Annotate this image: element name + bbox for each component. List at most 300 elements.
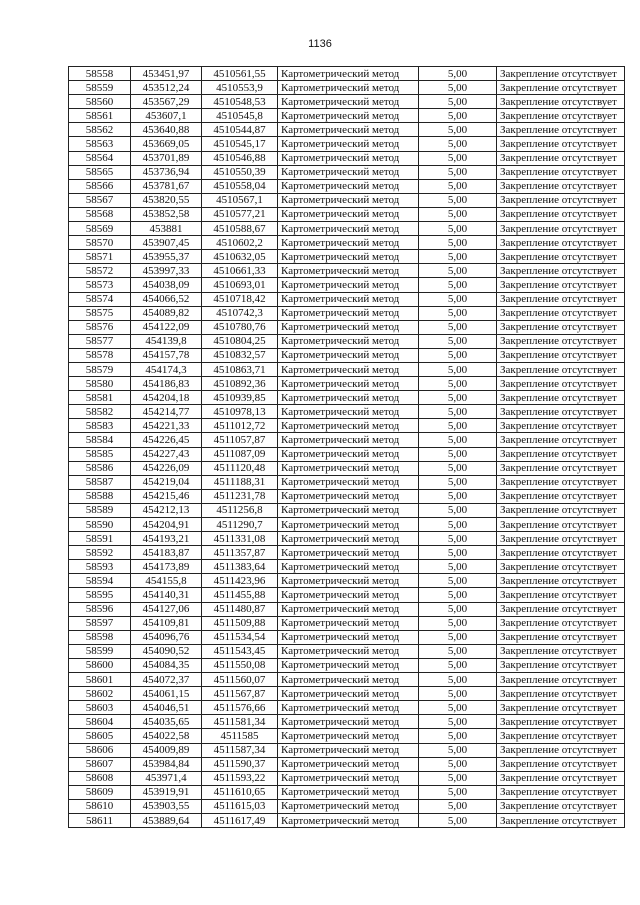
x-coordinate-cell: 453567,29: [131, 95, 202, 109]
method-cell: Картометрический метод: [278, 362, 419, 376]
page-number: 1136: [308, 38, 332, 50]
point-number-cell: 58610: [69, 799, 131, 813]
fixing-cell: Закрепление отсутствует: [497, 377, 625, 391]
y-coordinate-cell: 4510546,88: [202, 151, 278, 165]
y-coordinate-cell: 4510545,8: [202, 109, 278, 123]
table-row: [69, 813, 625, 827]
x-coordinate-cell: 454173,89: [131, 560, 202, 574]
method-cell: Картометрический метод: [278, 771, 419, 785]
accuracy-cell: 5,00: [419, 81, 497, 95]
table-row: [69, 81, 625, 95]
y-coordinate-cell: 4511610,65: [202, 785, 278, 799]
method-cell: Картометрический метод: [278, 292, 419, 306]
point-number-cell: 58602: [69, 687, 131, 701]
point-number-cell: 58611: [69, 813, 131, 827]
y-coordinate-cell: 4510567,1: [202, 193, 278, 207]
y-coordinate-cell: 4511585: [202, 729, 278, 743]
table-row: [69, 405, 625, 419]
point-number-cell: 58581: [69, 391, 131, 405]
point-number-cell: 58606: [69, 743, 131, 757]
accuracy-cell: 5,00: [419, 673, 497, 687]
x-coordinate-cell: 454038,09: [131, 278, 202, 292]
x-coordinate-cell: 453640,88: [131, 123, 202, 137]
x-coordinate-cell: 454090,52: [131, 644, 202, 658]
method-cell: Картометрический метод: [278, 334, 419, 348]
point-number-cell: 58575: [69, 306, 131, 320]
fixing-cell: Закрепление отсутствует: [497, 503, 625, 517]
y-coordinate-cell: 4511509,88: [202, 616, 278, 630]
y-coordinate-cell: 4510550,39: [202, 165, 278, 179]
table-row: [69, 503, 625, 517]
table-row: [69, 109, 625, 123]
table-row: [69, 264, 625, 278]
y-coordinate-cell: 4510780,76: [202, 320, 278, 334]
x-coordinate-cell: 453907,45: [131, 236, 202, 250]
accuracy-cell: 5,00: [419, 320, 497, 334]
accuracy-cell: 5,00: [419, 616, 497, 630]
accuracy-cell: 5,00: [419, 475, 497, 489]
fixing-cell: Закрепление отсутствует: [497, 137, 625, 151]
table-row: [69, 546, 625, 560]
x-coordinate-cell: 454089,82: [131, 306, 202, 320]
fixing-cell: Закрепление отсутствует: [497, 250, 625, 264]
fixing-cell: Закрепление отсутствует: [497, 813, 625, 827]
method-cell: Картометрический метод: [278, 743, 419, 757]
accuracy-cell: 5,00: [419, 207, 497, 221]
accuracy-cell: 5,00: [419, 546, 497, 560]
y-coordinate-cell: 4510978,13: [202, 405, 278, 419]
x-coordinate-cell: 453881: [131, 222, 202, 236]
fixing-cell: Закрепление отсутствует: [497, 123, 625, 137]
x-coordinate-cell: 454022,58: [131, 729, 202, 743]
y-coordinate-cell: 4510577,21: [202, 207, 278, 221]
point-number-cell: 58595: [69, 588, 131, 602]
accuracy-cell: 5,00: [419, 658, 497, 672]
table-row: [69, 250, 625, 264]
method-cell: Картометрический метод: [278, 673, 419, 687]
point-number-cell: 58605: [69, 729, 131, 743]
accuracy-cell: 5,00: [419, 630, 497, 644]
x-coordinate-cell: 454127,06: [131, 602, 202, 616]
accuracy-cell: 5,00: [419, 644, 497, 658]
table-row: [69, 419, 625, 433]
table-row: [69, 560, 625, 574]
fixing-cell: Закрепление отсутствует: [497, 419, 625, 433]
table-row: [69, 518, 625, 532]
y-coordinate-cell: 4511617,49: [202, 813, 278, 827]
y-coordinate-cell: 4511256,8: [202, 503, 278, 517]
table-row: [69, 602, 625, 616]
y-coordinate-cell: 4510939,85: [202, 391, 278, 405]
accuracy-cell: 5,00: [419, 757, 497, 771]
fixing-cell: Закрепление отсутствует: [497, 475, 625, 489]
x-coordinate-cell: 454227,43: [131, 447, 202, 461]
point-number-cell: 58567: [69, 193, 131, 207]
y-coordinate-cell: 4510804,25: [202, 334, 278, 348]
x-coordinate-cell: 454109,81: [131, 616, 202, 630]
point-number-cell: 58573: [69, 278, 131, 292]
table-row: [69, 475, 625, 489]
accuracy-cell: 5,00: [419, 391, 497, 405]
point-number-cell: 58571: [69, 250, 131, 264]
y-coordinate-cell: 4510558,04: [202, 179, 278, 193]
point-number-cell: 58572: [69, 264, 131, 278]
accuracy-cell: 5,00: [419, 137, 497, 151]
y-coordinate-cell: 4511120,48: [202, 461, 278, 475]
method-cell: Картометрический метод: [278, 588, 419, 602]
point-number-cell: 58599: [69, 644, 131, 658]
accuracy-cell: 5,00: [419, 377, 497, 391]
y-coordinate-cell: 4511331,08: [202, 532, 278, 546]
x-coordinate-cell: 454157,78: [131, 348, 202, 362]
table-row: [69, 743, 625, 757]
coordinates-table: [68, 66, 625, 828]
accuracy-cell: 5,00: [419, 278, 497, 292]
table-row: [69, 715, 625, 729]
x-coordinate-cell: 454193,21: [131, 532, 202, 546]
accuracy-cell: 5,00: [419, 292, 497, 306]
point-number-cell: 58608: [69, 771, 131, 785]
x-coordinate-cell: 454219,04: [131, 475, 202, 489]
table-row: [69, 461, 625, 475]
table-row: [69, 207, 625, 221]
fixing-cell: Закрепление отсутствует: [497, 799, 625, 813]
method-cell: Картометрический метод: [278, 757, 419, 771]
point-number-cell: 58585: [69, 447, 131, 461]
x-coordinate-cell: 454204,18: [131, 391, 202, 405]
table-row: [69, 433, 625, 447]
table-row: [69, 278, 625, 292]
x-coordinate-cell: 454096,76: [131, 630, 202, 644]
method-cell: Картометрический метод: [278, 687, 419, 701]
method-cell: Картометрический метод: [278, 123, 419, 137]
accuracy-cell: 5,00: [419, 222, 497, 236]
accuracy-cell: 5,00: [419, 151, 497, 165]
accuracy-cell: 5,00: [419, 447, 497, 461]
accuracy-cell: 5,00: [419, 785, 497, 799]
x-coordinate-cell: 453997,33: [131, 264, 202, 278]
fixing-cell: Закрепление отсутствует: [497, 489, 625, 503]
y-coordinate-cell: 4511188,31: [202, 475, 278, 489]
accuracy-cell: 5,00: [419, 687, 497, 701]
fixing-cell: Закрепление отсутствует: [497, 264, 625, 278]
y-coordinate-cell: 4510742,3: [202, 306, 278, 320]
table-row: [69, 306, 625, 320]
fixing-cell: Закрепление отсутствует: [497, 151, 625, 165]
method-cell: Картометрический метод: [278, 151, 419, 165]
table-row: [69, 532, 625, 546]
point-number-cell: 58574: [69, 292, 131, 306]
x-coordinate-cell: 454066,52: [131, 292, 202, 306]
method-cell: Картометрический метод: [278, 179, 419, 193]
fixing-cell: Закрепление отсутствует: [497, 560, 625, 574]
method-cell: Картометрический метод: [278, 785, 419, 799]
x-coordinate-cell: 454186,83: [131, 377, 202, 391]
table-row: [69, 701, 625, 715]
x-coordinate-cell: 453451,97: [131, 67, 202, 81]
method-cell: Картометрический метод: [278, 475, 419, 489]
y-coordinate-cell: 4510602,2: [202, 236, 278, 250]
fixing-cell: Закрепление отсутствует: [497, 292, 625, 306]
point-number-cell: 58579: [69, 362, 131, 376]
method-cell: Картометрический метод: [278, 799, 419, 813]
point-number-cell: 58577: [69, 334, 131, 348]
method-cell: Картометрический метод: [278, 489, 419, 503]
table-row: [69, 687, 625, 701]
fixing-cell: Закрепление отсутствует: [497, 433, 625, 447]
x-coordinate-cell: 453971,4: [131, 771, 202, 785]
point-number-cell: 58559: [69, 81, 131, 95]
table-row: [69, 616, 625, 630]
method-cell: Картометрический метод: [278, 560, 419, 574]
fixing-cell: Закрепление отсутствует: [497, 81, 625, 95]
method-cell: Картометрический метод: [278, 630, 419, 644]
y-coordinate-cell: 4511057,87: [202, 433, 278, 447]
x-coordinate-cell: 453984,84: [131, 757, 202, 771]
table-row: [69, 489, 625, 503]
table-row: [69, 334, 625, 348]
accuracy-cell: 5,00: [419, 602, 497, 616]
fixing-cell: Закрепление отсутствует: [497, 574, 625, 588]
y-coordinate-cell: 4510693,01: [202, 278, 278, 292]
method-cell: Картометрический метод: [278, 95, 419, 109]
table-row: [69, 95, 625, 109]
x-coordinate-cell: 453736,94: [131, 165, 202, 179]
method-cell: Картометрический метод: [278, 222, 419, 236]
method-cell: Картометрический метод: [278, 715, 419, 729]
point-number-cell: 58578: [69, 348, 131, 362]
method-cell: Картометрический метод: [278, 447, 419, 461]
fixing-cell: Закрепление отсутствует: [497, 461, 625, 475]
point-number-cell: 58594: [69, 574, 131, 588]
x-coordinate-cell: 453781,67: [131, 179, 202, 193]
table-row: [69, 151, 625, 165]
y-coordinate-cell: 4510661,33: [202, 264, 278, 278]
x-coordinate-cell: 454212,13: [131, 503, 202, 517]
y-coordinate-cell: 4510632,05: [202, 250, 278, 264]
table-row: [69, 292, 625, 306]
table-row: [69, 658, 625, 672]
point-number-cell: 58607: [69, 757, 131, 771]
accuracy-cell: 5,00: [419, 179, 497, 193]
x-coordinate-cell: 454084,35: [131, 658, 202, 672]
x-coordinate-cell: 454140,31: [131, 588, 202, 602]
x-coordinate-cell: 454072,37: [131, 673, 202, 687]
point-number-cell: 58569: [69, 222, 131, 236]
point-number-cell: 58588: [69, 489, 131, 503]
y-coordinate-cell: 4511560,07: [202, 673, 278, 687]
x-coordinate-cell: 453607,1: [131, 109, 202, 123]
fixing-cell: Закрепление отсутствует: [497, 334, 625, 348]
y-coordinate-cell: 4511480,87: [202, 602, 278, 616]
accuracy-cell: 5,00: [419, 95, 497, 109]
table-row: [69, 377, 625, 391]
x-coordinate-cell: 454009,89: [131, 743, 202, 757]
table-row: [69, 644, 625, 658]
x-coordinate-cell: 454221,33: [131, 419, 202, 433]
x-coordinate-cell: 454215,46: [131, 489, 202, 503]
y-coordinate-cell: 4511383,64: [202, 560, 278, 574]
method-cell: Картометрический метод: [278, 207, 419, 221]
fixing-cell: Закрепление отсутствует: [497, 630, 625, 644]
fixing-cell: Закрепление отсутствует: [497, 306, 625, 320]
x-coordinate-cell: 453903,55: [131, 799, 202, 813]
fixing-cell: Закрепление отсутствует: [497, 715, 625, 729]
fixing-cell: Закрепление отсутствует: [497, 391, 625, 405]
y-coordinate-cell: 4510548,53: [202, 95, 278, 109]
y-coordinate-cell: 4510588,67: [202, 222, 278, 236]
y-coordinate-cell: 4511357,87: [202, 546, 278, 560]
accuracy-cell: 5,00: [419, 560, 497, 574]
fixing-cell: Закрепление отсутствует: [497, 236, 625, 250]
coordinates-table-body: [69, 67, 625, 828]
x-coordinate-cell: 453889,64: [131, 813, 202, 827]
point-number-cell: 58590: [69, 518, 131, 532]
fixing-cell: Закрепление отсутствует: [497, 320, 625, 334]
x-coordinate-cell: 454226,45: [131, 433, 202, 447]
x-coordinate-cell: 454214,77: [131, 405, 202, 419]
table-row: [69, 362, 625, 376]
point-number-cell: 58592: [69, 546, 131, 560]
method-cell: Картометрический метод: [278, 250, 419, 264]
method-cell: Картометрический метод: [278, 419, 419, 433]
method-cell: Картометрический метод: [278, 532, 419, 546]
point-number-cell: 58561: [69, 109, 131, 123]
x-coordinate-cell: 454061,15: [131, 687, 202, 701]
method-cell: Картометрический метод: [278, 644, 419, 658]
accuracy-cell: 5,00: [419, 405, 497, 419]
table-row: [69, 673, 625, 687]
fixing-cell: Закрепление отсутствует: [497, 673, 625, 687]
point-number-cell: 58593: [69, 560, 131, 574]
point-number-cell: 58600: [69, 658, 131, 672]
x-coordinate-cell: 454046,51: [131, 701, 202, 715]
method-cell: Картометрический метод: [278, 193, 419, 207]
point-number-cell: 58583: [69, 419, 131, 433]
table-row: [69, 630, 625, 644]
x-coordinate-cell: 453820,55: [131, 193, 202, 207]
fixing-cell: Закрепление отсутствует: [497, 546, 625, 560]
fixing-cell: Закрепление отсутствует: [497, 207, 625, 221]
method-cell: Картометрический метод: [278, 405, 419, 419]
accuracy-cell: 5,00: [419, 306, 497, 320]
fixing-cell: Закрепление отсутствует: [497, 222, 625, 236]
method-cell: Картометрический метод: [278, 377, 419, 391]
accuracy-cell: 5,00: [419, 743, 497, 757]
point-number-cell: 58560: [69, 95, 131, 109]
table-row: [69, 799, 625, 813]
fixing-cell: Закрепление отсутствует: [497, 687, 625, 701]
accuracy-cell: 5,00: [419, 264, 497, 278]
y-coordinate-cell: 4511581,34: [202, 715, 278, 729]
fixing-cell: Закрепление отсутствует: [497, 771, 625, 785]
method-cell: Картометрический метод: [278, 67, 419, 81]
method-cell: Картометрический метод: [278, 616, 419, 630]
point-number-cell: 58565: [69, 165, 131, 179]
method-cell: Картометрический метод: [278, 306, 419, 320]
x-coordinate-cell: 454226,09: [131, 461, 202, 475]
point-number-cell: 58601: [69, 673, 131, 687]
x-coordinate-cell: 453669,05: [131, 137, 202, 151]
table-row: [69, 137, 625, 151]
method-cell: Картометрический метод: [278, 602, 419, 616]
method-cell: Картометрический метод: [278, 137, 419, 151]
point-number-cell: 58586: [69, 461, 131, 475]
method-cell: Картометрический метод: [278, 518, 419, 532]
table-row: [69, 348, 625, 362]
accuracy-cell: 5,00: [419, 109, 497, 123]
accuracy-cell: 5,00: [419, 348, 497, 362]
accuracy-cell: 5,00: [419, 123, 497, 137]
method-cell: Картометрический метод: [278, 320, 419, 334]
accuracy-cell: 5,00: [419, 771, 497, 785]
accuracy-cell: 5,00: [419, 701, 497, 715]
y-coordinate-cell: 4511543,45: [202, 644, 278, 658]
point-number-cell: 58564: [69, 151, 131, 165]
method-cell: Картометрический метод: [278, 165, 419, 179]
fixing-cell: Закрепление отсутствует: [497, 447, 625, 461]
accuracy-cell: 5,00: [419, 489, 497, 503]
y-coordinate-cell: 4511290,7: [202, 518, 278, 532]
accuracy-cell: 5,00: [419, 813, 497, 827]
accuracy-cell: 5,00: [419, 334, 497, 348]
table-row: [69, 588, 625, 602]
point-number-cell: 58604: [69, 715, 131, 729]
point-number-cell: 58570: [69, 236, 131, 250]
table-row: [69, 123, 625, 137]
method-cell: Картометрический метод: [278, 729, 419, 743]
method-cell: Картометрический метод: [278, 278, 419, 292]
method-cell: Картометрический метод: [278, 574, 419, 588]
x-coordinate-cell: 453512,24: [131, 81, 202, 95]
point-number-cell: 58609: [69, 785, 131, 799]
fixing-cell: Закрепление отсутствует: [497, 644, 625, 658]
fixing-cell: Закрепление отсутствует: [497, 757, 625, 771]
method-cell: Картометрический метод: [278, 264, 419, 278]
method-cell: Картометрический метод: [278, 391, 419, 405]
point-number-cell: 58566: [69, 179, 131, 193]
method-cell: Картометрический метод: [278, 658, 419, 672]
table-row: [69, 222, 625, 236]
table-row: [69, 236, 625, 250]
table-row: [69, 67, 625, 81]
fixing-cell: Закрепление отсутствует: [497, 362, 625, 376]
table-row: [69, 771, 625, 785]
y-coordinate-cell: 4510863,71: [202, 362, 278, 376]
point-number-cell: 58589: [69, 503, 131, 517]
table-row: [69, 391, 625, 405]
accuracy-cell: 5,00: [419, 715, 497, 729]
fixing-cell: Закрепление отсутствует: [497, 701, 625, 715]
x-coordinate-cell: 454204,91: [131, 518, 202, 532]
point-number-cell: 58603: [69, 701, 131, 715]
accuracy-cell: 5,00: [419, 461, 497, 475]
point-number-cell: 58597: [69, 616, 131, 630]
point-number-cell: 58587: [69, 475, 131, 489]
point-number-cell: 58558: [69, 67, 131, 81]
y-coordinate-cell: 4510561,55: [202, 67, 278, 81]
y-coordinate-cell: 4511590,37: [202, 757, 278, 771]
x-coordinate-cell: 453852,58: [131, 207, 202, 221]
accuracy-cell: 5,00: [419, 419, 497, 433]
fixing-cell: Закрепление отсутствует: [497, 518, 625, 532]
point-number-cell: 58576: [69, 320, 131, 334]
y-coordinate-cell: 4511534,54: [202, 630, 278, 644]
method-cell: Картометрический метод: [278, 236, 419, 250]
fixing-cell: Закрепление отсутствует: [497, 658, 625, 672]
x-coordinate-cell: 454183,87: [131, 546, 202, 560]
y-coordinate-cell: 4511593,22: [202, 771, 278, 785]
